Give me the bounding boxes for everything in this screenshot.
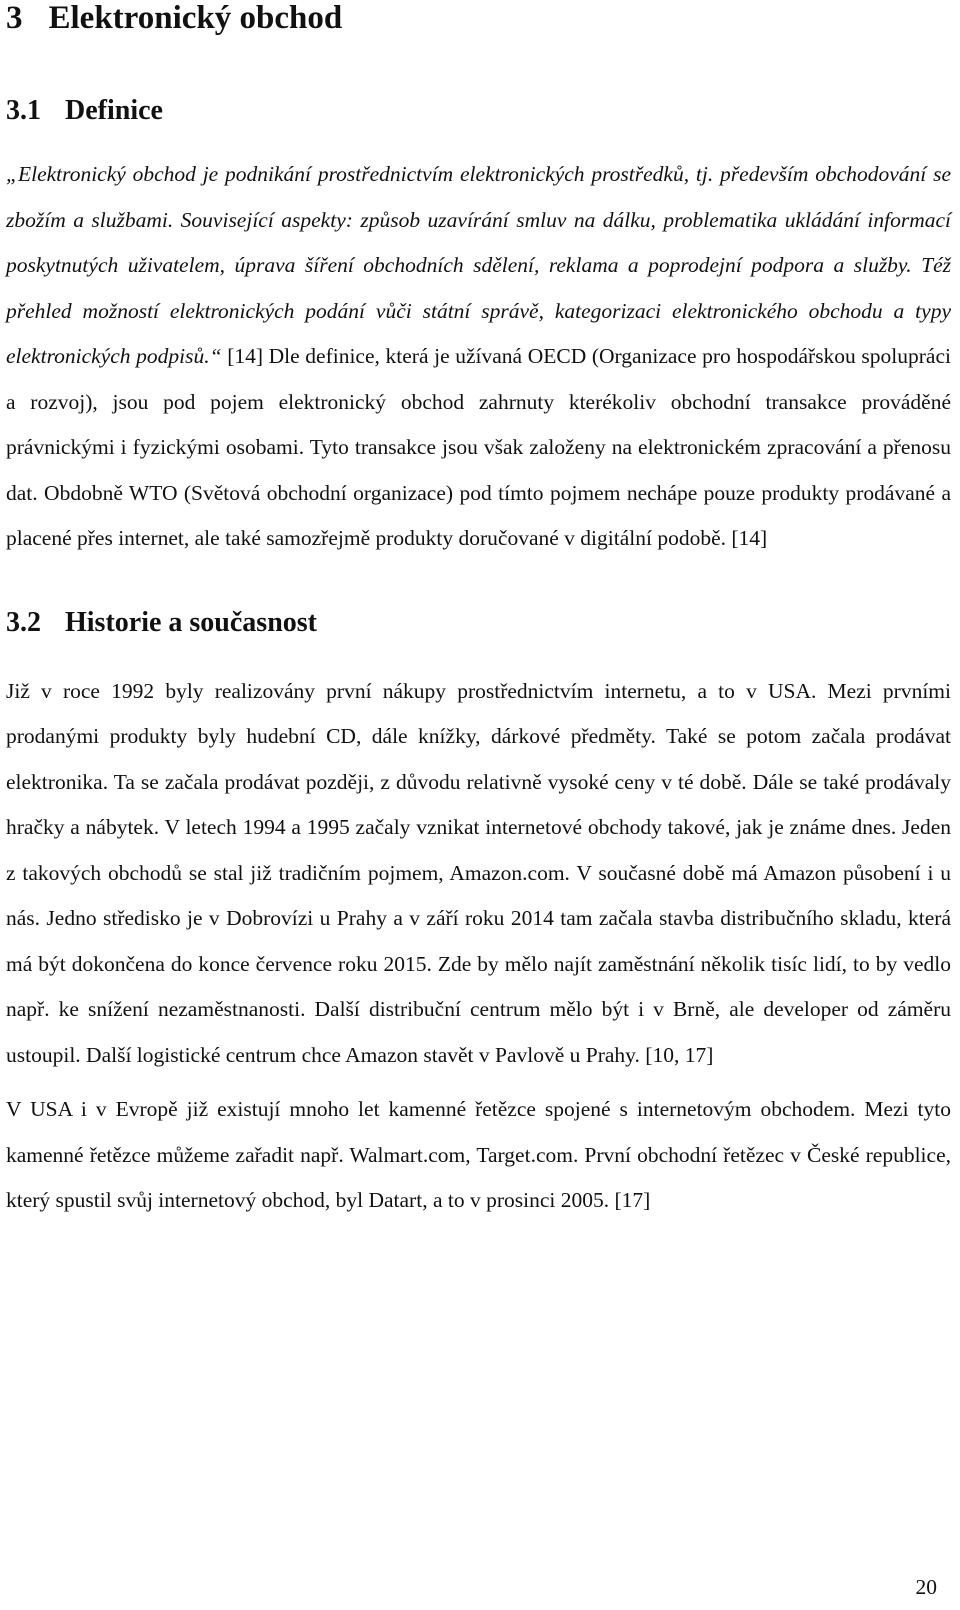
section-number: 3.1: [6, 95, 41, 126]
history-paragraph: Již v roce 1992 byly realizovány první nákupy prostřednictvím internetu, a to v USA. Mezi prvními prodanými produkty byly hudební CD, dále knížky, dárkové předměty. Také se potom začala prodávat elektronika. Ta se začala prodávat později, z důvodu relativně vysoké ceny v té době. Dále se také prodávaly hračky a nábytek. V letech 1994 a 1995 začaly vznikat internetové obchody takové, jak je známe dnes. Jeden z takových obchodů se stal již tradičním pojmem, Amazon.com. V současné době má Amazon působení i u nás. Jedno středisko je v Dobrovízi u Prahy a v září roku 2014 tam začala stavba distribučního skladu, která má být dokončena do konce července roku 2015. Zde by mělo najít zaměstnání několik tisíc lidí, to by vedlo např. ke snížení nezaměstnanosti. Další distribuční centrum mělo být i v Brně, ale developer od záměru ustoupil. Další logistické centrum chce Amazon stavět v Pavlově u Prahy. [10, 17]: [6, 678, 951, 1067]
chapter-title: Elektronický obchod: [48, 0, 343, 36]
definition-quote: „Elektronický obchod je podnikání prostřednictvím elektronických prostředků, tj. především obchodování se zbožím a službami. Související aspekty: způsob uzavírání smluv na dálku, problematika ukládání informací poskytnutých uživatelem, úprava šíření obchodních sdělení, reklama a poprodejní podpora a služby. Též přehled možností elektronických podání vůči státní správě, kategorizaci elektronického obchodu a typy elektronických podpisů.“: [6, 162, 951, 368]
definition-text: [14] Dle definice, která je užívaná OECD (Organizace pro hospodářskou spolupráci a rozvoj), jsou pod pojem elektronický obchod zahrnuty kterékoliv obchodní transakce prováděné právnickými i fyzickými osobami. Tyto transakce jsou však založeny na elektronickém zpracování a přenosu dat. Obdobně WTO (Světová obchodní organizace) pod tímto pojmem nechápe pouze produkty prodávané a placené přes internet, ale také samozřejmě produkty doručované v digitální podobě. [14]: [6, 344, 951, 550]
document-page: [6, 0, 951, 1224]
section-title: Historie a současnost: [65, 606, 317, 638]
chapter-heading: [6, 0, 951, 36]
section-number: 3.2: [6, 606, 41, 638]
section-heading-historie: [6, 607, 951, 639]
retail-chains-paragraph: V USA i v Evropě již existují mnoho let kamenné řetězce spojené s internetovým obchodem. Mezi tyto kamenné řetězce můžeme zařadit např. Walmart.com, Target.com. První obchodní řetězec v České republice, který spustil svůj internetový obchod, byl Datart, a to v prosinci 2005. [17]: [6, 1097, 951, 1212]
page-number: 20: [915, 1575, 937, 1599]
section-title: Definice: [65, 95, 163, 126]
chapter-number: 3: [6, 0, 23, 36]
definition-paragraph: [6, 152, 951, 562]
section-heading-definice: [6, 95, 951, 127]
